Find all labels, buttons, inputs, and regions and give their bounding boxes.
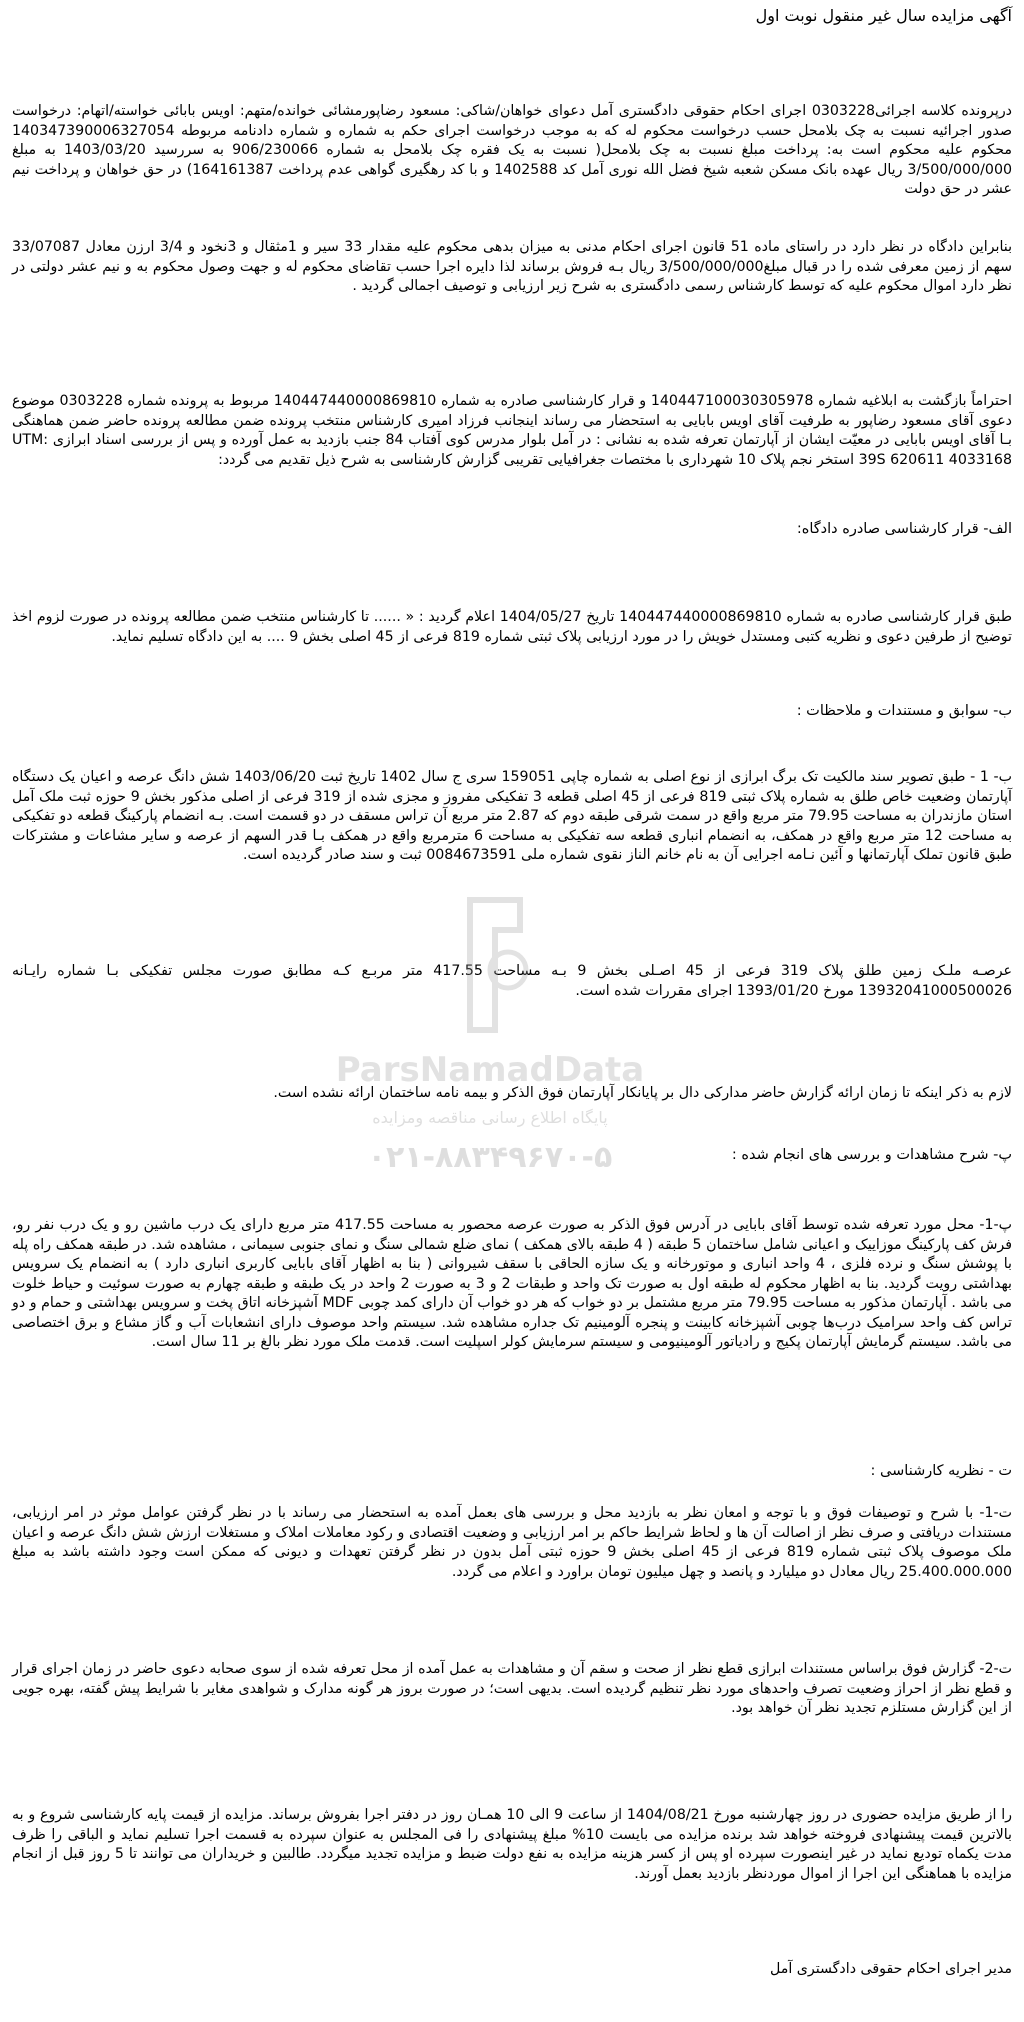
section-alef-body: طبق قرار کارشناسی صادره به شماره 140447440000869810 تاریخ 1404/05/27 اعلام گردید : « ...... تا کارشناس منتخب ضمن مطالعه پرونده در صورت لزوم اخذ توضیح از طرفین دعوی و نظریه کتبی ومستدل خویش را در مورد ارزیابی پلاک ثبتی شماره 819 فرعی از 45 اصلی بخش 9 .... به این دادگاه تسلیم نماید. (12, 609, 1013, 645)
parsnamad-watermark (300, 890, 680, 1190)
section-alef-heading: الف- قرار کارشناسی صادره دادگاه: (796, 521, 1012, 537)
section-be-note: لازم به ذکر اینکه تا زمان ارائه گزارش حاضر مدارکی دال بر پایانکار آپارتمان فوق الذکر و بیمه نامه ساختمان ارائه نشده است. (273, 1085, 1012, 1101)
auction-terms-paragraph: را از طریق مزایده حضوری در روز چهارشنبه مورخ 1404/08/21 از ساعت 9 الی 10 همـان روز در دفتر اجرا بفروش برساند. مزایده از قیمت پایه کارشناسی شروع و به بالاترین قیمت پیشنهادی فروخته خواهد شد برنده مزایده می بایست 10% مبلغ پیشنهادی را فی المجلس به عنوان سپرده به قسمت اجرا تسلیم نماید و الباقی را ظرف مدت یکماه تودیع نماید در غیر اینصورت سپرده او پس از کسر هزینه مزایده به نفع دولت ضبط و مزایده تجدید میگردد. طالبین و خریداران می توانند تا 5 روز قبل از انجام مزایده با هماهنگی این اجرا از اموال موردنظر بازدید بعمل آورند. (12, 1807, 1012, 1882)
watermark-phone: ۰۲۱-۸۸۳۴۹۶۷۰-۵ (367, 1140, 613, 1175)
court-decision-paragraph: بنابراین دادگاه در نظر دارد در راستای ماده 51 قانون اجرای احکام مدنی به میزان بدهی محکوم علیه مقدار 33 سیر و 1مثقال و 3نخود و 3/4 ارزن معادل 33/07087 سهم از زمین معرفی شده را در قبال مبلغ3/500/000/000 ریال بـه فروش برساند لذا دایره اجرا حسب تقاضای محکوم له و جهت وصول محکوم به و نیم عشر دولتی در نظر دارد اموال محکوم علیه که توسط کارشناس رسمی دادگستری به شرح زیر ارزیابی و توصیف اجمالی گردید . (12, 239, 1013, 294)
section-te-heading: ت - نظریه کارشناسی : (870, 1463, 1012, 1479)
expert-report-intro-paragraph: احتراماً بازگشت به ابلاغیه شماره 140447100030305978 و قرار کارشناسی صادره به شماره 140447440000869810 مربوط به پرونده شماره 0303228 موضوع دعوی آقای مسعود رضاپور به طرفیت آقای اویس بابایی به استحضار می رساند اینجانب فرزاد امیری کارشناس منتخب پرونده ضمن مطالعه پرونده حاضر ضمن هماهنگی بـا آقای اویس بابایی در معیّت ایشان از آپارتمان تعرفه شده به نشانی : در آمل بلوار مدرس کوی آفتاب 84 جنب بازدید به عمل آورده و پس از بررسی اسناد ابرازی :UTM 39S 620611 4033168 استخر نجم پلاک 10 شهرداری با مختصات جغرافیایی تقریبی گزارش کارشناسی به شرح ذیل تقدیم می گردد: (12, 393, 1012, 468)
section-te2-body: ت-2- گزارش فوق براساس مستندات ابرازی قطع نظر از صحت و سقم آن و مشاهدات به عمل آمده از محل تعرفه شده از سوی صحابه دعوی حاضر در زمان اجرای قرار و قطع نظر از احراز وضعیت تصرف واحدهای مورد نظر تنظیم گردیده است. بدیهی است؛ در صورت بروز هر گونه مدارک و شواهدی مغایر با شرایط پیش گفته، بهره جویی از این گزارش مستلزم تجدید نظر آن خواهد بود. (12, 1661, 1012, 1716)
section-pe1-body: پ-1- محل مورد تعرفه شده توسط آقای بابایی در آدرس فوق الذکر به صورت عرصه محصور به مساحت 417.55 متر مربع دارای یک درب ماشین رو و یک درب نفر رو، فرش کف پارکینگ موزاییک و اعیانی شامل ساختمان 5 طبقه ( 4 طبقه بالای همکف ) نمای ضلع شمالی سنگ و نمای جنوبی سیمانی ، مشاهده شد. در طبقه همکف راه پله با پوشش سنگ و نرده فلزی ، 4 واحد انباری و موتورخانه و یک سازه الحاقی با سقف شیروانی ( بنا به اظهار آقای بابایی کاربری انباری دارد ) به انضمام یک سرویس بهداشتی رویت گردید. بنا به اظهار محکوم له طبقه اول به صورت تک واحد و طبقات 2 و 3 به صورت 2 واحد در یک طبقه و طبقه چهارم به صورت سوئیت و حیاط خلوت می باشد . آپارتمان مذکور به مساحت 79.95 متر مربع مشتمل بر دو خواب که هر دو خواب آن دارای کمد چوبی MDF آشپزخانه اتاق پخت و سرویس بهداشتی و حمام و دو تراس کف واحد سرامیک درب‌ها چوبی آشپزخانه کابینت و پنجره آلومینیم تک جداره مشاهده شد. سیستم واحد موصوف دارای انشعابات آب و گاز مشاع و برق اختصاصی می باشد. سیستم گرمایش آپارتمان پکیج و رادیاتور آلومینیومی و سیستم سرمایش کولر اسپلیت است. قدمت ملک مورد نظر بالغ بر 11 سال است. (12, 1217, 1013, 1350)
section-pe-heading: پ- شرح مشاهدات و بررسی های انجام شده : (731, 1147, 1012, 1163)
section-be1-body: ب- 1 - طبق تصویر سند مالکیت تک برگ ابرازی از نوع اصلی به شماره چاپی 159051 سری ج سال 1402 تاریخ ثبت 1403/06/20 شش دانگ عرصه و اعیان یک دستگاه آپارتمان وضعیت خاص طلق به شماره پلاک ثبتی 819 فرعی از 45 اصلی قطعه 3 تفکیکی مفروز و مجزی شده از 319 فرعی از اصلی مذکور بخش 9 حوزه ثبت ملک آمل استان مازندران به مساحت 79.95 متر مربع واقع در سمت شرقی طبقه دوم که 2.87 متر مربع آن تراس مسقف در دو قسمت است. بـه انضمام پارکینگ قطعه دو تفکیکی به مساحت 12 متر مربع واقع در همکف، به انضمام انباری قطعه سه تفکیکی به مساحت 6 مترمربع واقع در همکف بـا قدر السهم از عرصه و سایر مشاعات و مشترکات طبق قانون تملک آپارتمانها و آئین نـامه اجرایی آن به نام خانم الناز نقوی شماره ملی 0084673591 ثبت و سند صادر گردیده است. (12, 769, 1013, 863)
case-intro-paragraph: درپرونده کلاسه اجرائی0303228 اجرای احکام حقوقی دادگستری آمل دعوای خواهان/شاکی: مسعود رضاپورمشائی خوانده/متهم: اویس بابائی خواسته/اتهام: درخواست صدور اجرائیه نسبت به چک بلامحل حسب درخواست محکوم له که به موجب درخواست اجرای حکم به شماره و شماره دادنامه مربوطه 140347390006327054 محکوم علیه محکوم است به: پرداخت مبلغ نسبت به چک بلامحل( نسبت به یک فقره چک بلامحل به شماره 906/230066 به سررسید 1403/03/20 به مبلغ 3/500/000/000 ریال عهده بانک مسکن شعبه شیخ فضل الله نوری آمل کد 1402588 و با کد رهگیری گواهی عدم پرداخت 164161387) در حق خواهان و پرداخت نیم عشر در حق دولت (12, 103, 1012, 197)
signature-line: مدیر اجرای احکام حقوقی دادگستری آمل (770, 1961, 1012, 1977)
notice-title: آگهی مزایده سال غیر منقول نوبت اول (755, 6, 1012, 25)
watermark-brand-name: ParsNamadData (335, 1050, 645, 1090)
section-te1-body: ت-1- با شرح و توصیفات فوق و با توجه و امعان نظر به بازدید محل و بررسی های بعمل آمده به استحضار می رساند با در نظر گرفتن عوامل موثر در امر ارزیابی، مستندات دریافتی و صرف نظر از اصالت آن ها و لحاظ شرایط حاکم بر امر ارزیابی و وضعیت اقتصادی و رکود معاملات املاک و مستغلات ارزش شش دانگ عرصه و اعیان ملک موصوف پلاک ثبتی شماره 819 فرعی از 45 اصلی بخش 9 حوزه ثبتی آمل بدون در نظر گرفتن تعهدات و دیونی که ممکن است وجود داشته باشد به مبلغ 25.400.000.000 ریال معادل دو میلیارد و پانصد و چهل میلیون تومان براورد و اعلام می گردد. (12, 1505, 1012, 1580)
section-be-heading: ب- سوابق و مستندات و ملاحظات : (796, 703, 1012, 719)
watermark-subtitle: پایگاه اطلاع رسانی مناقصه ومزایده (372, 1108, 608, 1127)
section-be-land-body: عرصـه ملـک زمین طلق پلاک 319 فرعی از 45 اصـلی بخش 9 بـه مساحت 417.55 متر مربـع کـه مطابق صورت مجلس تفکیکی بـا شماره رایـانه 13932041000500026 مورخ 1393/01/20 اجرای مقررات شده است. (12, 963, 1012, 999)
